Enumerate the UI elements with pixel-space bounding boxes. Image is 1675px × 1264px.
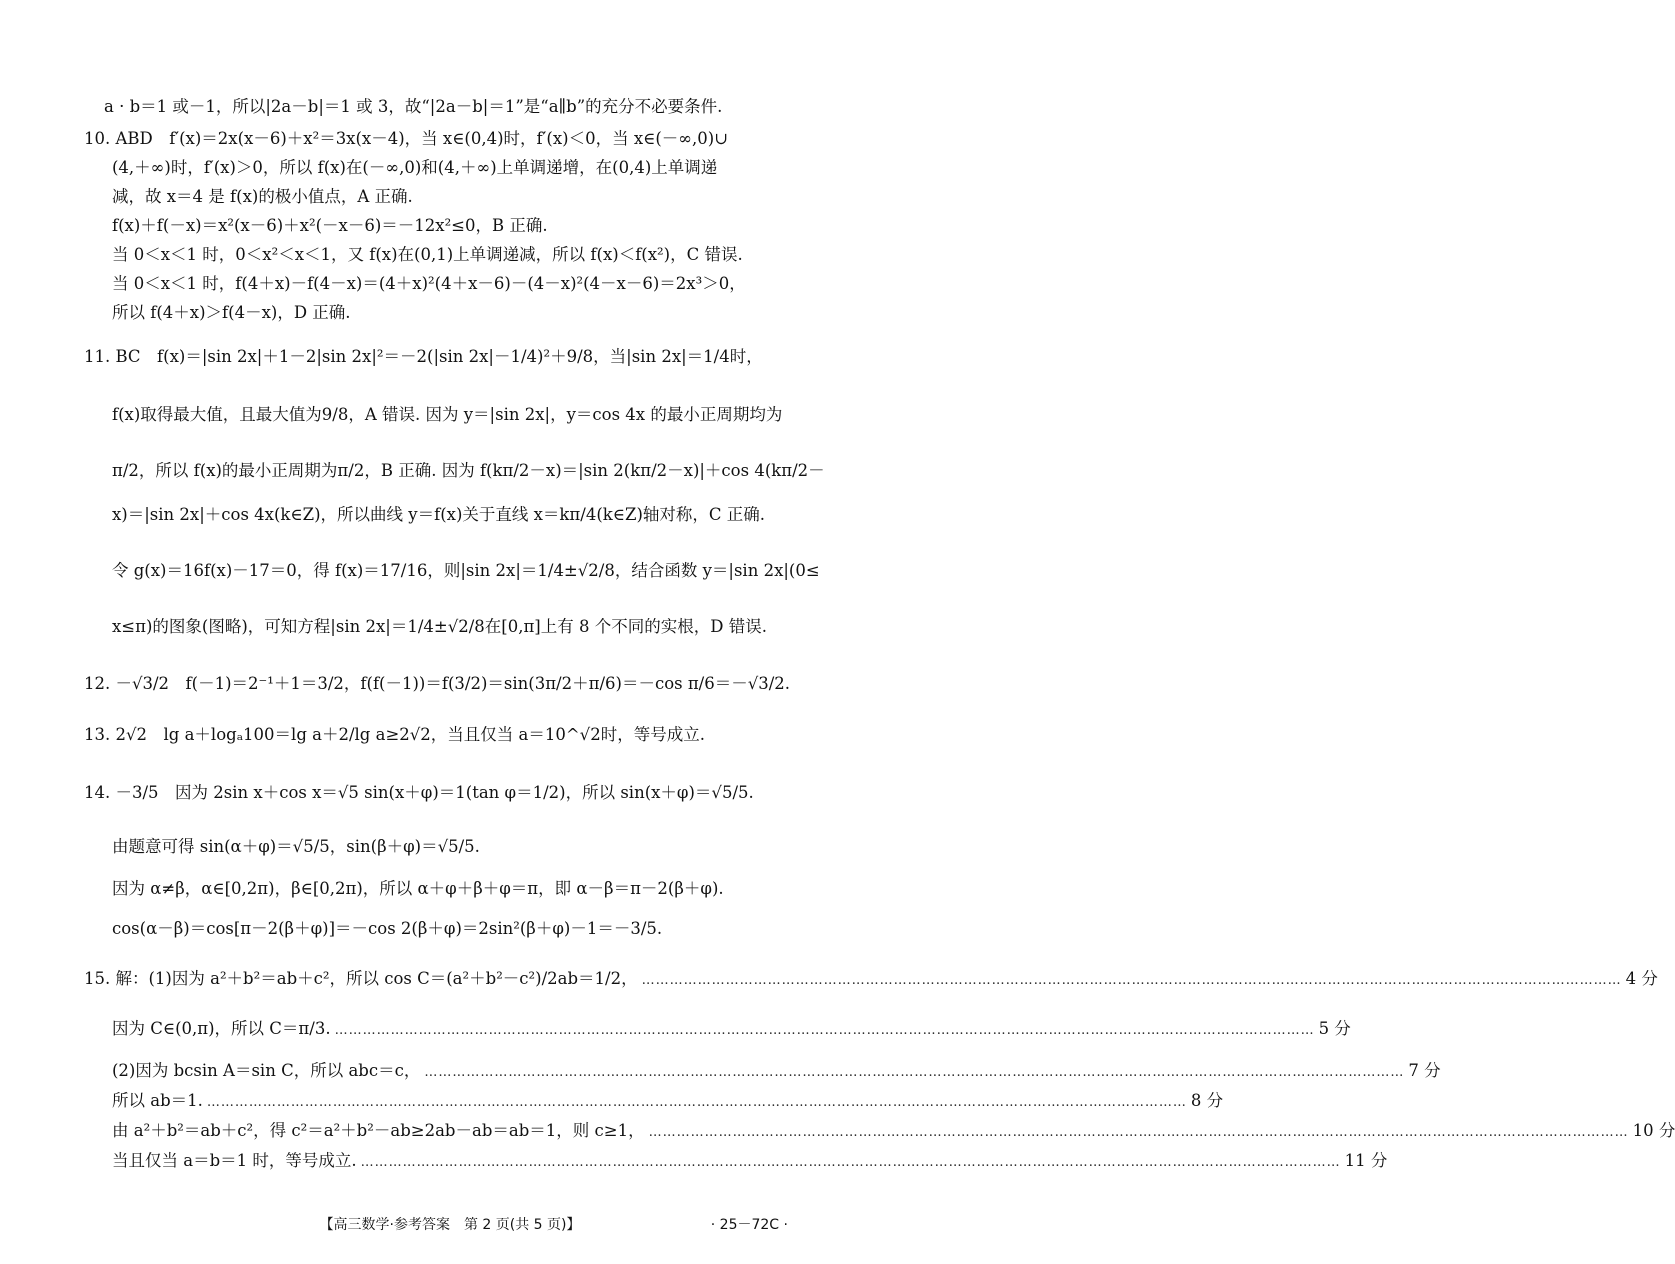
step-text: 因为 C∈(0,π)，所以 C＝π/3. [112, 1019, 331, 1038]
text-line: π/2，所以 f(x)的最小正周期为π/2，B 正确. 因为 f(kπ/2－x)＝|sin 2(kπ/2－x)|＋cos 4(kπ/2－ [112, 461, 825, 480]
footer-page-info: 【高三数学·参考答案 第 2 页(共 5 页)】 [319, 1217, 581, 1233]
leader-dots: ………………………………………………………………………………………………………………………………………………………………………………………… [206, 1095, 1187, 1110]
text-line: f(x)取得最大值，且最大值为9/8，A 错误. 因为 y＝|sin 2x|，y＝cos 4x 的最小正周期均为 [112, 405, 783, 424]
answer-12-line: 12. －√3/2 f(－1)＝2⁻¹＋1＝3/2，f(f(－1))＝f(3/2)＝sin(3π/2＋π/6)＝－cos π/6＝－√3/2. [84, 674, 791, 693]
leader-dots: ………………………………………………………………………………………………………………………………………………………………………………………… [641, 973, 1622, 988]
footer-code: · 25－72C · [710, 1217, 788, 1233]
text-line: 当 0＜x＜1 时，f(4＋x)－f(4－x)＝(4＋x)²(4＋x－6)－(4－x)²(4－x－6)＝2x³＞0， [112, 274, 746, 293]
text-line: f(x)＋f(－x)＝x²(x－6)＋x²(－x－6)＝－12x²≤0，B 正确. [112, 216, 548, 235]
text-line: 当 0＜x＜1 时，0＜x²＜x＜1，又 f(x)在(0,1)上单调递减，所以 f(x)＜f(x²)，C 错误. [112, 245, 743, 264]
answer-14-line: 14. －3/5 因为 2sin x＋cos x＝√5 sin(x＋φ)＝1(tan φ＝1/2)，所以 sin(x＋φ)＝√5/5. [84, 783, 754, 802]
step-score: 8 分 [1190, 1091, 1224, 1110]
text-line: a · b＝1 或－1，所以|2a－b|＝1 或 3，故“|2a－b|＝1”是“a∥b”的充分不必要条件. [104, 97, 723, 116]
leader-dots: ………………………………………………………………………………………………………………………………………………………………………………………… [424, 1065, 1405, 1080]
scored-line [112, 1060, 1441, 1084]
text-line: 令 g(x)＝16f(x)－17＝0，得 f(x)＝17/16，则|sin 2x|＝1/4±√2/8，结合函数 y＝|sin 2x|(0≤ [112, 561, 820, 580]
answer-10-line: 10. ABD f′(x)＝2x(x－6)＋x²＝3x(x－4)，当 x∈(0,4)时，f′(x)＜0，当 x∈(－∞,0)∪ [84, 129, 729, 148]
answer-13-line: 13. 2√2 lg a＋logₐ100＝lg a＋2/lg a≥2√2，当且仅当 a＝10^√2时，等号成立. [84, 725, 705, 744]
step-score: 5 分 [1318, 1019, 1351, 1038]
leader-dots: ………………………………………………………………………………………………………………………………………………………………………………………… [334, 1023, 1315, 1038]
step-score: 11 分 [1344, 1151, 1388, 1170]
leader-dots: ………………………………………………………………………………………………………………………………………………………………………………………… [360, 1155, 1341, 1170]
text-line: 减，故 x＝4 是 f(x)的极小值点，A 正确. [112, 187, 413, 206]
answer-15-line [84, 968, 1658, 992]
step-text: 15. 解：(1)因为 a²＋b²＝ab＋c²，所以 cos C＝(a²＋b²－c²)/2ab＝1/2， [84, 969, 638, 988]
scored-line [112, 1120, 1675, 1144]
step-text: (2)因为 bcsin A＝sin C，所以 abc＝c， [112, 1061, 421, 1080]
step-text: 当且仅当 a＝b＝1 时，等号成立. [112, 1151, 357, 1170]
answer-11-line: 11. BC f(x)＝|sin 2x|＋1－2|sin 2x|²＝－2(|sin 2x|－1/4)²＋9/8，当|sin 2x|＝1/4时， [84, 347, 763, 366]
step-score: 7 分 [1408, 1061, 1441, 1080]
step-text: 所以 ab＝1. [112, 1091, 203, 1110]
text-line: 所以 f(4＋x)＞f(4－x)，D 正确. [112, 303, 351, 322]
text-line: cos(α－β)＝cos[π－2(β＋φ)]＝－cos 2(β＋φ)＝2sin²(β＋φ)－1＝－3/5. [112, 919, 663, 938]
scored-line [112, 1090, 1224, 1114]
step-text: 由 a²＋b²＝ab＋c²，得 c²＝a²＋b²－ab≥2ab－ab＝ab＝1，则 c≥1， [112, 1121, 645, 1140]
text-line: x)＝|sin 2x|＋cos 4x(k∈Z)，所以曲线 y＝f(x)关于直线 x＝kπ/4(k∈Z)轴对称，C 正确. [112, 505, 765, 524]
scored-line [112, 1018, 1351, 1042]
text-line: 由题意可得 sin(α＋φ)＝√5/5，sin(β＋φ)＝√5/5. [112, 837, 480, 856]
step-score: 4 分 [1625, 969, 1658, 988]
text-line: x≤π)的图象(图略)，可知方程|sin 2x|＝1/4±√2/8在[0,π]上有 8 个不同的实根，D 错误. [112, 617, 767, 636]
leader-dots: ………………………………………………………………………………………………………………………………………………………………………………………… [648, 1125, 1629, 1140]
scored-line [112, 1150, 1388, 1174]
text-line: 因为 α≠β，α∈[0,2π)，β∈[0,2π)，所以 α＋φ＋β＋φ＝π，即 α－β＝π－2(β＋φ). [112, 879, 724, 898]
page-footer [0, 1214, 900, 1234]
step-score: 10 分 [1632, 1121, 1675, 1140]
text-line: (4,＋∞)时，f′(x)＞0，所以 f(x)在(－∞,0)和(4,＋∞)上单调递增，在(0,4)上单调递 [112, 158, 718, 177]
